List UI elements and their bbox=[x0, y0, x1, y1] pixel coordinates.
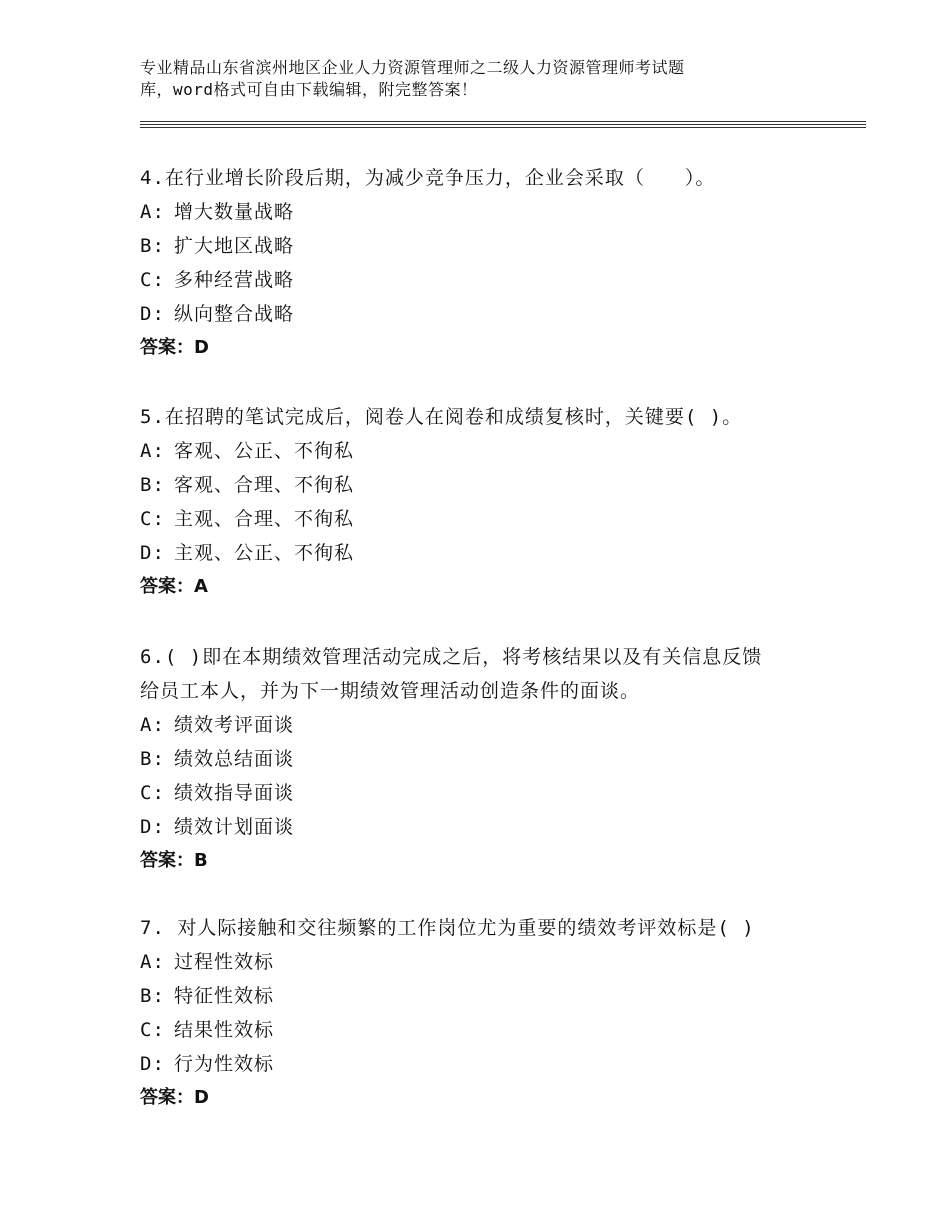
document-header bbox=[140, 57, 780, 101]
question-stem: 7. 对人际接触和交往频繁的工作岗位尤为重要的绩效考评效标是( ) bbox=[140, 917, 755, 939]
option-label: B: bbox=[140, 985, 165, 1007]
option-label: C: bbox=[140, 782, 165, 804]
option-d bbox=[140, 810, 820, 844]
option-d bbox=[140, 297, 820, 331]
option-text: 绩效指导面谈 bbox=[174, 782, 295, 804]
answer-line: 答案：B bbox=[140, 850, 208, 871]
question-stem-continued: 给员工本人，并为下一期绩效管理活动创造条件的面谈。 bbox=[140, 680, 641, 702]
option-text: 客观、公正、不徇私 bbox=[174, 440, 355, 462]
header-divider-line bbox=[140, 124, 866, 125]
question-stem: 4.在行业增长阶段后期，为减少竞争压力，企业会采取（ ）。 bbox=[140, 167, 716, 189]
option-d bbox=[140, 536, 820, 570]
option-label: B: bbox=[140, 748, 165, 770]
answer-line: 答案：A bbox=[140, 576, 208, 597]
option-a bbox=[140, 195, 820, 229]
header-divider-line bbox=[140, 127, 866, 128]
option-text: 增大数量战略 bbox=[174, 201, 295, 223]
option-b bbox=[140, 742, 820, 776]
option-text: 纵向整合战略 bbox=[174, 303, 295, 325]
question-6 bbox=[140, 640, 820, 878]
option-label: C: bbox=[140, 508, 165, 530]
option-text: 主观、公正、不徇私 bbox=[174, 542, 355, 564]
option-c bbox=[140, 776, 820, 810]
option-text: 客观、合理、不徇私 bbox=[174, 474, 355, 496]
option-text: 特征性效标 bbox=[174, 985, 275, 1007]
option-a bbox=[140, 708, 820, 742]
header-line-1: 专业精品山东省滨州地区企业人力资源管理师之二级人力资源管理师考试题 bbox=[140, 58, 685, 77]
option-b bbox=[140, 229, 820, 263]
option-d bbox=[140, 1047, 820, 1081]
option-text: 行为性效标 bbox=[174, 1053, 275, 1075]
option-text: 绩效考评面谈 bbox=[174, 714, 295, 736]
option-c bbox=[140, 502, 820, 536]
option-text: 结果性效标 bbox=[174, 1019, 275, 1041]
option-label: C: bbox=[140, 1019, 165, 1041]
option-text: 过程性效标 bbox=[174, 951, 275, 973]
option-b bbox=[140, 979, 820, 1013]
question-4 bbox=[140, 161, 820, 365]
option-label: C: bbox=[140, 269, 165, 291]
question-stem: 5.在招聘的笔试完成后，阅卷人在阅卷和成绩复核时，关键要( )。 bbox=[140, 406, 743, 428]
option-text: 绩效总结面谈 bbox=[174, 748, 295, 770]
option-a bbox=[140, 945, 820, 979]
option-label: D: bbox=[140, 1053, 165, 1075]
option-label: D: bbox=[140, 542, 165, 564]
option-a bbox=[140, 434, 820, 468]
header-divider-line bbox=[140, 121, 866, 122]
option-text: 绩效计划面谈 bbox=[174, 816, 295, 838]
option-label: D: bbox=[140, 816, 165, 838]
option-c bbox=[140, 1013, 820, 1047]
option-label: B: bbox=[140, 474, 165, 496]
option-text: 扩大地区战略 bbox=[174, 235, 295, 257]
option-label: A: bbox=[140, 440, 165, 462]
header-line-2: 库，word格式可自由下载编辑，附完整答案！ bbox=[140, 80, 478, 99]
question-stem: 6.( )即在本期绩效管理活动完成之后，将考核结果以及有关信息反馈 bbox=[140, 646, 763, 668]
answer-line: 答案：D bbox=[140, 337, 209, 358]
answer-line: 答案：D bbox=[140, 1087, 209, 1108]
option-label: A: bbox=[140, 714, 165, 736]
option-label: A: bbox=[140, 201, 165, 223]
option-b bbox=[140, 468, 820, 502]
option-label: B: bbox=[140, 235, 165, 257]
option-c bbox=[140, 263, 820, 297]
question-7 bbox=[140, 911, 820, 1115]
option-text: 多种经营战略 bbox=[174, 269, 295, 291]
question-5 bbox=[140, 400, 820, 604]
option-text: 主观、合理、不徇私 bbox=[174, 508, 355, 530]
option-label: D: bbox=[140, 303, 165, 325]
option-label: A: bbox=[140, 951, 165, 973]
